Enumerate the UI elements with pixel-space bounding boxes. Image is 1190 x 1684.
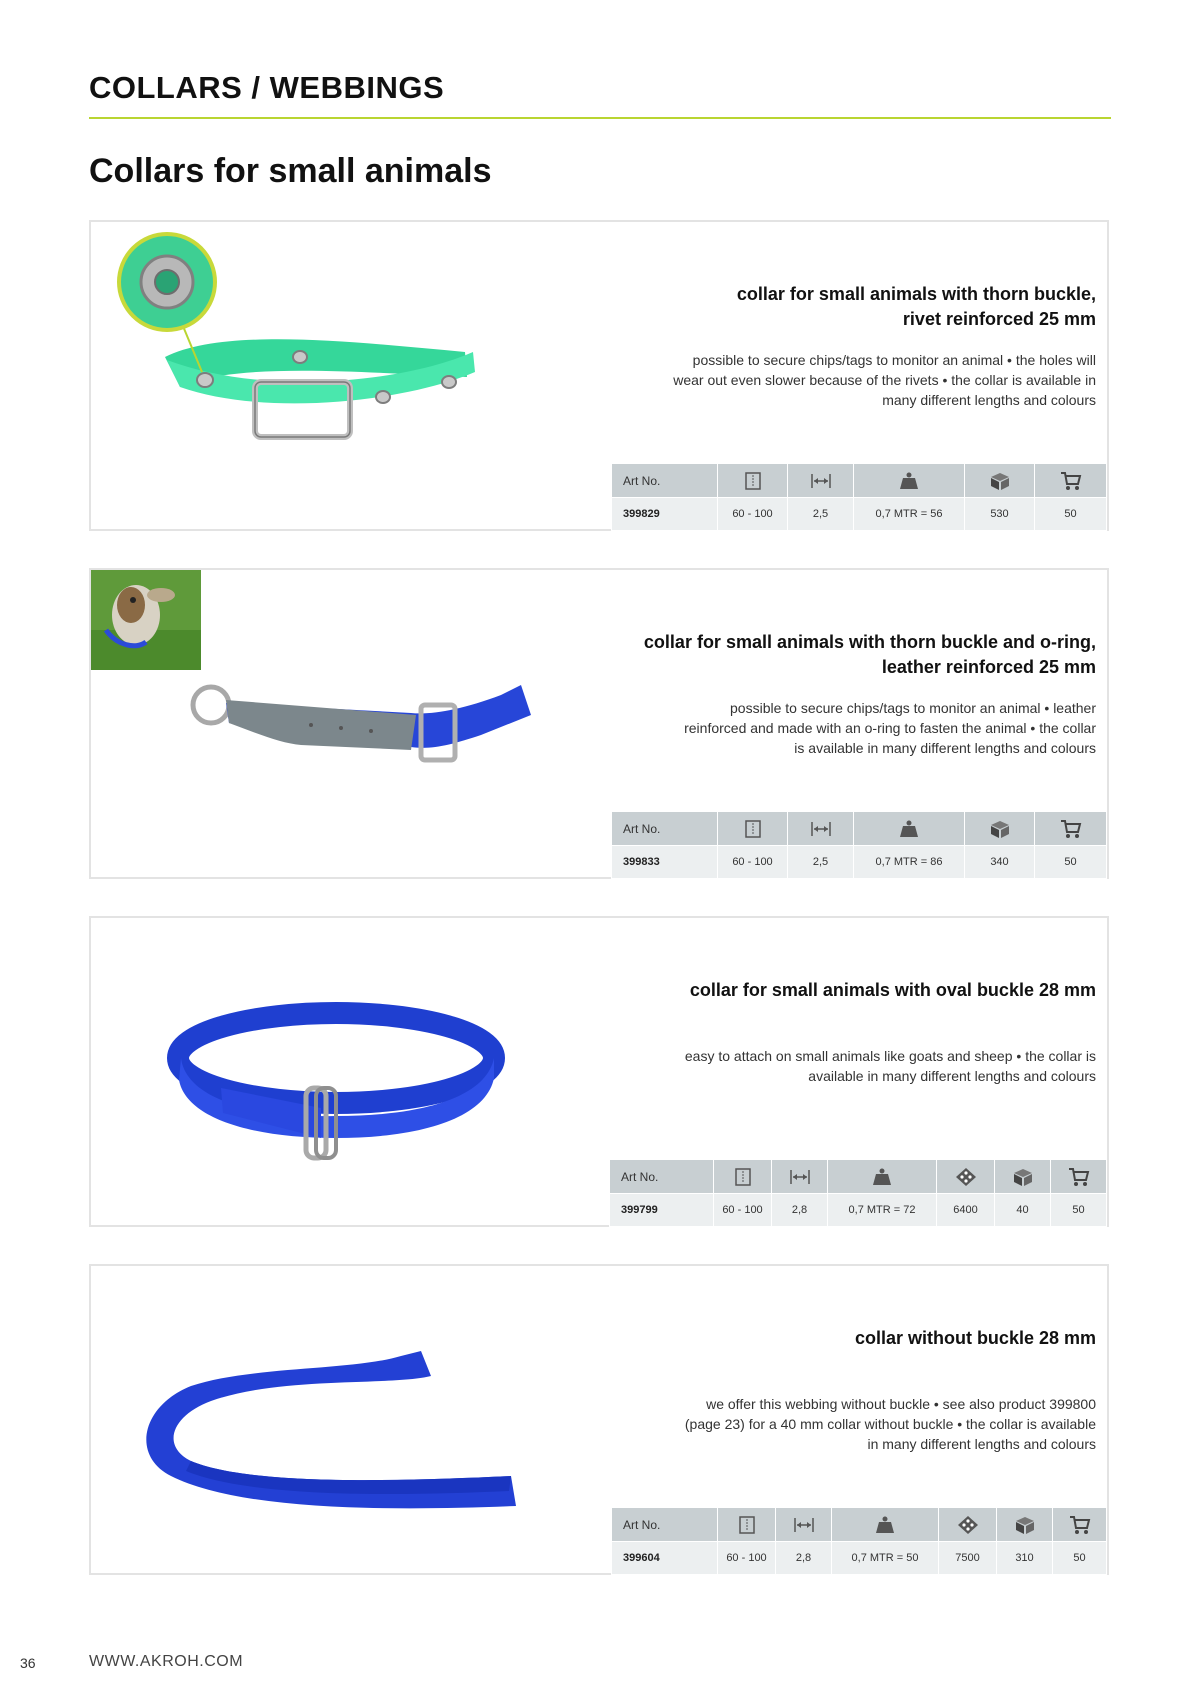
width-cell: 2,8 [776,1542,832,1575]
width-cell: 2,5 [788,846,854,879]
product-description: we offer this webbing without buckle • see also product 399800 (page 23) for a 40 mm collar without buckle • the collar is available in many different lengths and colours [684,1396,1096,1452]
length-cell: 60 - 100 [714,1194,772,1227]
width-icon [789,1167,811,1187]
spec-table [611,1507,1107,1575]
goat-photo [91,570,201,670]
product-card [89,1264,1109,1575]
page-heading: Collars for small animals [89,152,492,190]
product-card [89,568,1109,879]
cart-cell: 50 [1051,1194,1107,1227]
weight-cell: 0,7 MTR = 86 [854,846,965,879]
weight-icon [874,1515,896,1535]
section-title: COLLARS / WEBBINGS [89,70,445,105]
cart-icon [1060,819,1082,839]
cart-cell: 50 [1035,846,1107,879]
weight-cell: 0,7 MTR = 72 [828,1194,937,1227]
length-cell: 60 - 100 [718,846,788,879]
art-no-cell: 399833 [612,846,718,879]
art-no-header: Art No. [612,812,718,846]
length-icon [743,471,763,491]
weight-icon [871,1167,893,1187]
box-cell: 40 [995,1194,1051,1227]
product-title: collar for small animals with thorn buckle and o-ring, leather reinforced 25 mm [643,632,1096,677]
cart-icon [1060,471,1082,491]
table-row [612,498,1107,531]
box-icon [1014,1515,1036,1535]
blue-oring-collar-image [181,665,561,805]
weight-icon [898,819,920,839]
page-number: 36 [20,1655,36,1671]
product-description: easy to attach on small animals like goats and sheep • the collar is available in many different lengths and colours [684,1048,1096,1084]
width-cell: 2,8 [772,1194,828,1227]
pallet-icon [957,1515,979,1535]
art-no-header: Art No. [612,464,718,498]
length-icon [743,819,763,839]
table-row [610,1194,1107,1227]
spec-table [611,811,1107,879]
cart-cell: 50 [1053,1542,1107,1575]
length-icon [733,1167,753,1187]
box-icon [1012,1167,1034,1187]
length-icon [737,1515,757,1535]
art-no-header: Art No. [610,1160,714,1194]
product-description: possible to secure chips/tags to monitor an animal • leather reinforced and made with an o-ring to fasten the animal • the collar is available in many different lengths and colours [684,700,1096,756]
product-card [89,916,1109,1227]
blue-oval-buckle-collar-image [161,988,521,1168]
weight-icon [898,471,920,491]
green-rivet-collar-image [105,232,525,467]
length-cell: 60 - 100 [718,498,788,531]
box-cell: 310 [997,1542,1053,1575]
spec-table [609,1159,1107,1227]
art-no-cell: 399604 [612,1542,718,1575]
width-icon [793,1515,815,1535]
product-title: collar for small animals with thorn buckle, rivet reinforced 25 mm [736,284,1096,329]
product-title: collar without buckle 28 mm [854,1328,1096,1348]
art-no-cell: 399829 [612,498,718,531]
box-icon [989,819,1011,839]
table-row [612,1542,1107,1575]
pallet-icon [955,1167,977,1187]
weight-cell: 0,7 MTR = 50 [832,1542,939,1575]
weight-cell: 0,7 MTR = 56 [854,498,965,531]
art-no-header: Art No. [612,1508,718,1542]
length-cell: 60 - 100 [718,1542,776,1575]
spec-table [611,463,1107,531]
blue-webbing-collar-image [131,1346,531,1516]
box-icon [989,471,1011,491]
pallet-cell: 7500 [939,1542,997,1575]
product-description: possible to secure chips/tags to monitor an animal • the holes will wear out even slower because of the rivets • the collar is available in many different lengths and colours [673,352,1096,408]
box-cell: 530 [965,498,1035,531]
width-icon [810,819,832,839]
website-link[interactable]: WWW.AKROH.COM [89,1653,244,1670]
pallet-cell: 6400 [937,1194,995,1227]
cart-icon [1069,1515,1091,1535]
art-no-cell: 399799 [610,1194,714,1227]
width-cell: 2,5 [788,498,854,531]
title-rule [89,117,1111,119]
table-row [612,846,1107,879]
cart-cell: 50 [1035,498,1107,531]
box-cell: 340 [965,846,1035,879]
product-card [89,220,1109,531]
width-icon [810,471,832,491]
product-title: collar for small animals with oval buckle 28 mm [689,980,1096,1000]
cart-icon [1068,1167,1090,1187]
